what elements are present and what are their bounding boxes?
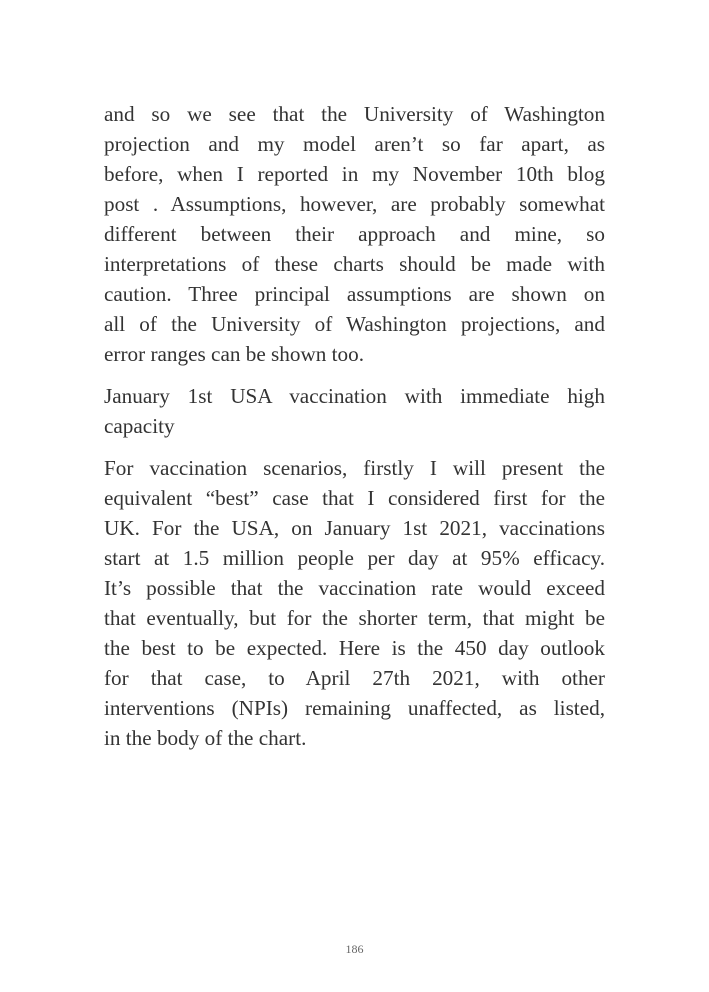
text-line: capacity xyxy=(104,414,175,438)
text-line: interpretations of these charts should be made with xyxy=(104,252,605,276)
text-line: For vaccination scenarios, firstly I will present the xyxy=(104,456,605,480)
text-line: It’s possible that the vaccination rate would exceed xyxy=(104,576,605,600)
text-line: post . Assumptions, however, are probably somewhat xyxy=(104,192,605,216)
text-line: caution. Three principal assumptions are shown on xyxy=(104,282,605,306)
text-line: all of the University of Washington projections, and xyxy=(104,312,605,336)
text-line: in the body of the chart. xyxy=(104,726,307,750)
page-number: 186 xyxy=(345,942,364,956)
paragraph-vaccination-scenarios xyxy=(104,453,605,753)
document-page-body xyxy=(104,99,605,753)
text-line: equivalent “best” case that I considered first for the xyxy=(104,486,605,510)
text-line: before, when I reported in my November 10th blog xyxy=(104,162,605,186)
text-line: error ranges can be shown too. xyxy=(104,342,365,366)
text-line: and so we see that the University of Washington xyxy=(104,102,605,126)
text-line: different between their approach and mine, so xyxy=(104,222,605,246)
section-heading-january-vaccination xyxy=(104,381,605,441)
text-line: for that case, to April 27th 2021, with other xyxy=(104,666,605,690)
text-line: UK. For the USA, on January 1st 2021, vaccinations xyxy=(104,516,605,540)
text-line: start at 1.5 million people per day at 95% efficacy. xyxy=(104,546,605,570)
text-line: the best to be expected. Here is the 450 day outlook xyxy=(104,636,605,660)
paragraph-uw-comparison xyxy=(104,99,605,369)
text-line: January 1st USA vaccination with immediate high xyxy=(104,384,605,408)
text-line: interventions (NPIs) remaining unaffected, as listed, xyxy=(104,696,605,720)
text-line: that eventually, but for the shorter term, that might be xyxy=(104,606,605,630)
text-line: projection and my model aren’t so far apart, as xyxy=(104,132,605,156)
